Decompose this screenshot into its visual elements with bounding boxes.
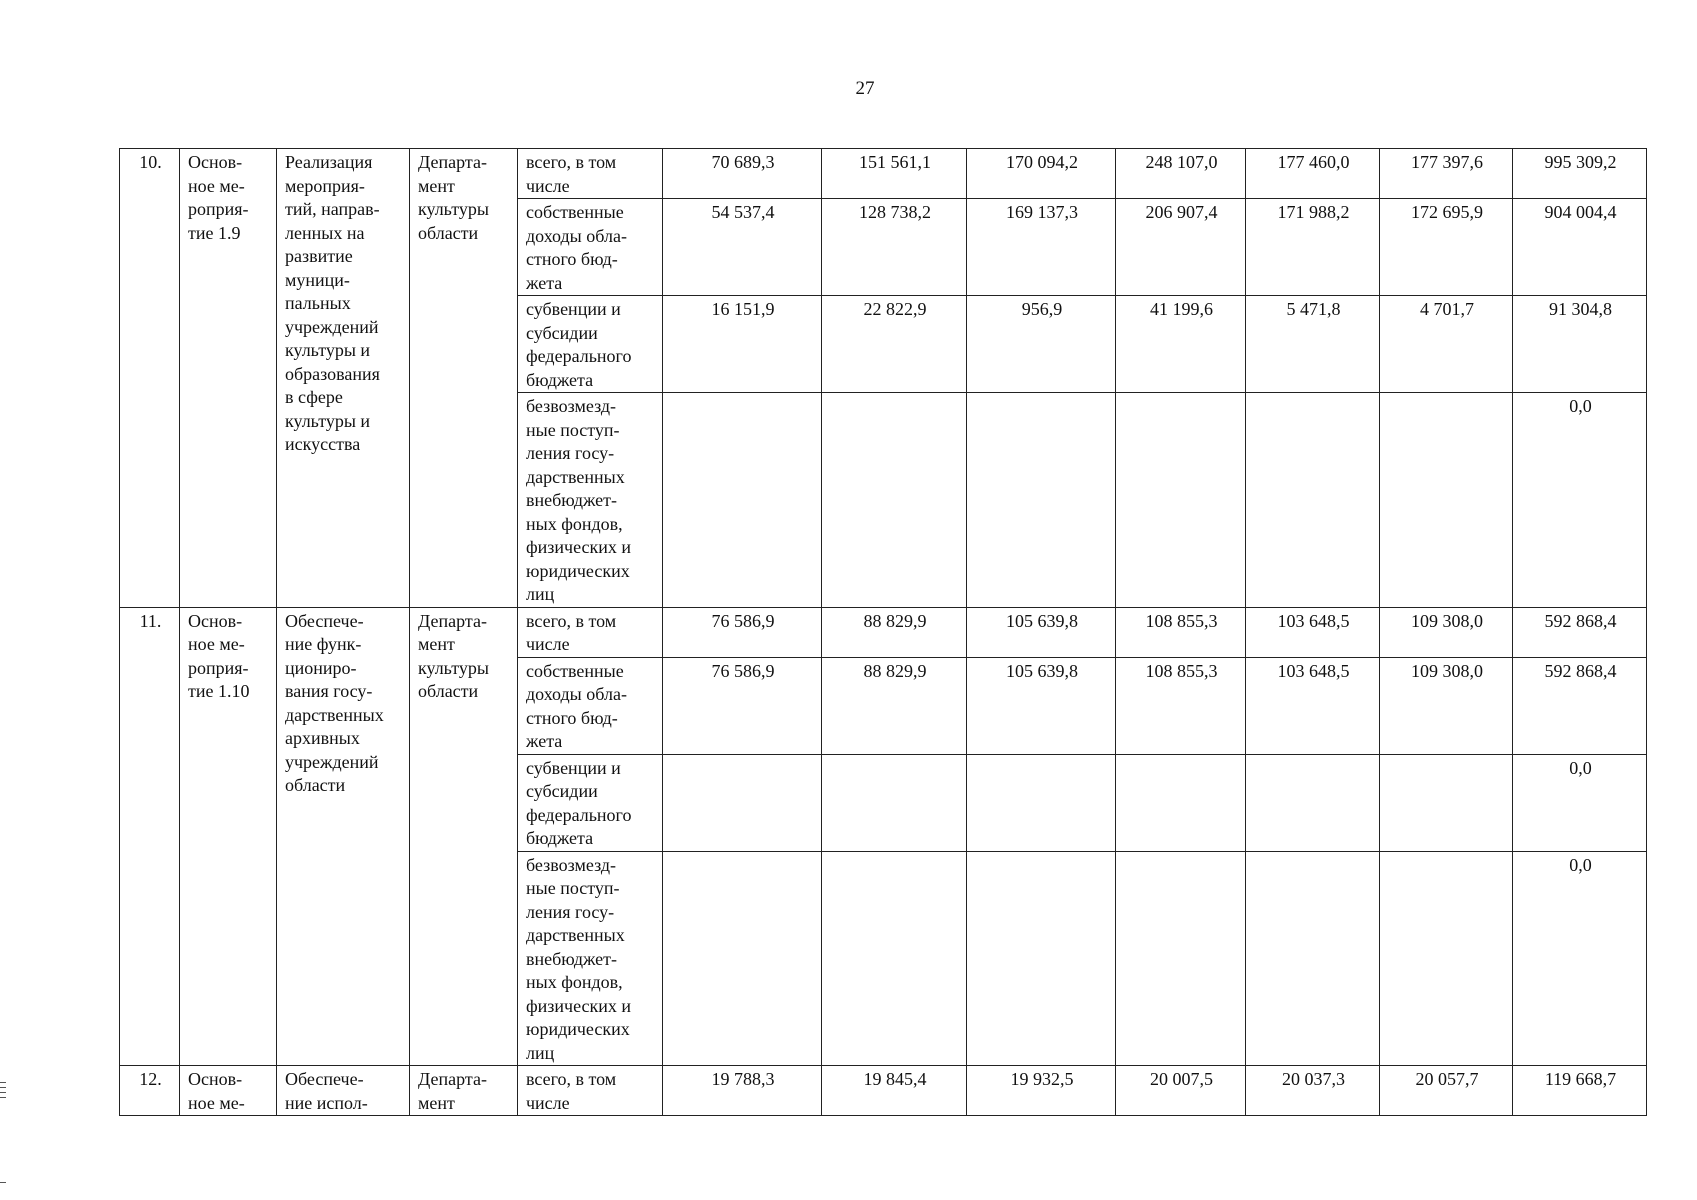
value-cell: 88 829,9	[822, 657, 967, 754]
value-cell: 4 701,7	[1380, 296, 1513, 393]
value-cell: 19 788,3	[663, 1066, 822, 1116]
funding-source: собственные доходы обла- стного бюд- жета	[518, 199, 663, 296]
value-cell	[822, 754, 967, 851]
value-cell: 70 689,3	[663, 149, 822, 199]
table-body	[120, 149, 1647, 1116]
value-cell	[663, 393, 822, 608]
value-cell: 88 829,9	[822, 607, 967, 657]
value-cell: 177 460,0	[1246, 149, 1380, 199]
edge-mark	[0, 1097, 6, 1098]
value-cell	[1246, 393, 1380, 608]
value-cell: 54 537,4	[663, 199, 822, 296]
page-number: 27	[855, 78, 875, 99]
value-cell: 177 397,6	[1380, 149, 1513, 199]
value-total: 0,0	[1513, 851, 1647, 1066]
value-cell	[1380, 393, 1513, 608]
value-total: 0,0	[1513, 754, 1647, 851]
activity-type: Основ- ное ме-	[180, 1066, 277, 1116]
value-cell	[967, 851, 1116, 1066]
value-cell: 76 586,9	[663, 657, 822, 754]
row-number: 12.	[120, 1066, 180, 1116]
value-cell: 105 639,8	[967, 607, 1116, 657]
value-cell	[1380, 754, 1513, 851]
value-cell: 20 007,5	[1116, 1066, 1246, 1116]
value-total: 592 868,4	[1513, 607, 1647, 657]
value-cell: 172 695,9	[1380, 199, 1513, 296]
edge-mark	[0, 1092, 6, 1093]
value-cell: 248 107,0	[1116, 149, 1246, 199]
value-cell	[822, 393, 967, 608]
value-cell	[967, 393, 1116, 608]
edge-mark	[0, 1182, 6, 1183]
value-cell	[1116, 754, 1246, 851]
activity-name: Обеспече- ние испол-	[277, 1066, 410, 1116]
table-row	[120, 149, 1647, 199]
funding-source: безвозмезд- ные поступ- ления госу- дарственных внебюджет- ных фондов, физических и юридических лиц	[518, 393, 663, 608]
funding-source: субвенции и субсидии федерального бюджета	[518, 754, 663, 851]
value-cell	[1246, 754, 1380, 851]
value-cell: 41 199,6	[1116, 296, 1246, 393]
activity-name: Реализация мероприя- тий, направ- ленных на развитие муници- пальных учреждений культуры и образования в сфере культуры и искусства	[277, 149, 410, 608]
value-cell: 169 137,3	[967, 199, 1116, 296]
value-cell: 108 855,3	[1116, 657, 1246, 754]
value-cell	[967, 754, 1116, 851]
value-cell: 109 308,0	[1380, 607, 1513, 657]
executor: Департа- мент	[410, 1066, 518, 1116]
value-cell: 206 907,4	[1116, 199, 1246, 296]
value-cell	[822, 851, 967, 1066]
activity-name: Обеспече- ние функ- циониро- вания госу- дарственных архивных учреждений области	[277, 607, 410, 1066]
value-total: 119 668,7	[1513, 1066, 1647, 1116]
value-cell	[1116, 393, 1246, 608]
value-total: 592 868,4	[1513, 657, 1647, 754]
value-cell	[663, 851, 822, 1066]
value-cell: 171 988,2	[1246, 199, 1380, 296]
funding-source: собственные доходы обла- стного бюд- жета	[518, 657, 663, 754]
value-cell: 170 094,2	[967, 149, 1116, 199]
value-cell	[1116, 851, 1246, 1066]
value-cell: 19 845,4	[822, 1066, 967, 1116]
value-cell: 105 639,8	[967, 657, 1116, 754]
row-number: 10.	[120, 149, 180, 608]
executor: Департа- мент культуры области	[410, 149, 518, 608]
row-number: 11.	[120, 607, 180, 1066]
value-total: 0,0	[1513, 393, 1647, 608]
value-cell: 22 822,9	[822, 296, 967, 393]
value-cell: 103 648,5	[1246, 657, 1380, 754]
funding-source: всего, в том числе	[518, 1066, 663, 1116]
funding-source: всего, в том числе	[518, 607, 663, 657]
value-cell: 103 648,5	[1246, 607, 1380, 657]
value-cell	[663, 754, 822, 851]
value-cell: 5 471,8	[1246, 296, 1380, 393]
value-cell: 20 057,7	[1380, 1066, 1513, 1116]
edge-mark	[0, 1082, 6, 1083]
value-cell: 128 738,2	[822, 199, 967, 296]
activity-type: Основ- ное ме- роприя- тие 1.9	[180, 149, 277, 608]
budget-table	[119, 148, 1647, 1116]
funding-source: субвенции и субсидии федерального бюджета	[518, 296, 663, 393]
value-cell: 20 037,3	[1246, 1066, 1380, 1116]
value-cell: 109 308,0	[1380, 657, 1513, 754]
value-cell	[1246, 851, 1380, 1066]
value-total: 91 304,8	[1513, 296, 1647, 393]
value-cell: 19 932,5	[967, 1066, 1116, 1116]
executor: Департа- мент культуры области	[410, 607, 518, 1066]
funding-source: безвозмезд- ные поступ- ления госу- дарственных внебюджет- ных фондов, физических и юридических лиц	[518, 851, 663, 1066]
value-cell: 956,9	[967, 296, 1116, 393]
value-cell: 151 561,1	[822, 149, 967, 199]
activity-type: Основ- ное ме- роприя- тие 1.10	[180, 607, 277, 1066]
value-cell: 76 586,9	[663, 607, 822, 657]
funding-source: всего, в том числе	[518, 149, 663, 199]
edge-mark	[0, 1087, 6, 1088]
value-cell: 108 855,3	[1116, 607, 1246, 657]
value-cell	[1380, 851, 1513, 1066]
value-total: 995 309,2	[1513, 149, 1647, 199]
value-total: 904 004,4	[1513, 199, 1647, 296]
table-row	[120, 607, 1647, 657]
table-row	[120, 1066, 1647, 1116]
value-cell: 16 151,9	[663, 296, 822, 393]
